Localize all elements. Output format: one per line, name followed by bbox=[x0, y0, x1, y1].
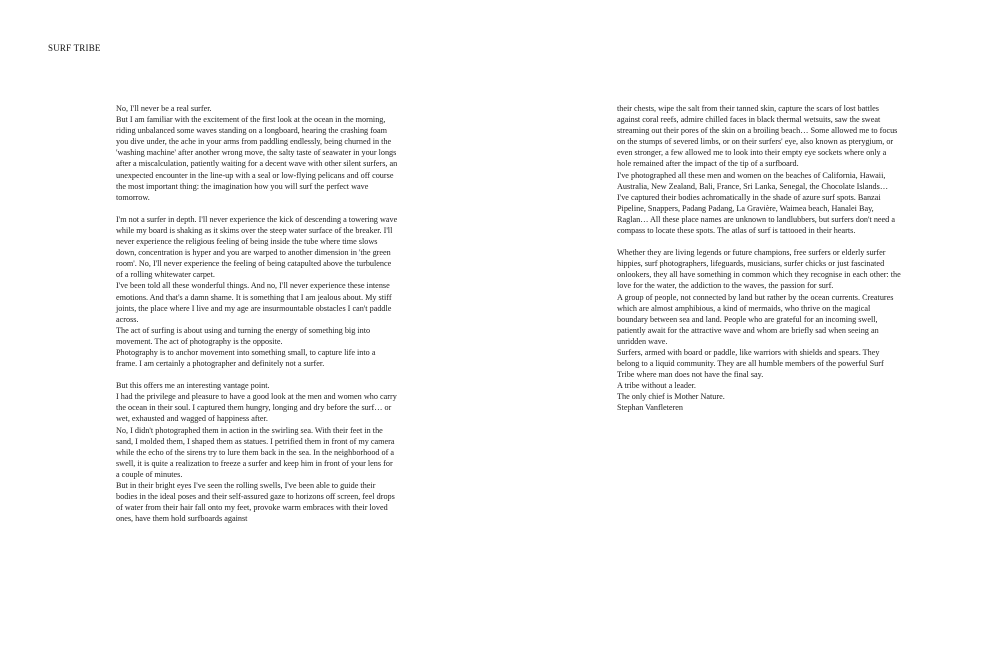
paragraph: Whether they are living legends or future champions, free surfers or elderly surfer hippies, surf photographers, lifeguards, musicians, surfer chicks or just fascinated onlookers, they all have something in common which they recognise in each other: the love for the water, the addiction to the waves, the passion for surf. A group of people, not connected by land but rather by the ocean currents. Creatures which are almost amphibious, a kind of mermaids, who thrive on the magical boundary between sea and land. People who are grateful for an incoming swell, patiently await for the attractive wave and whom are briefly sad when seeing an unridden wave. Surfers, armed with board or paddle, like warriors with shields and spears. They belong to a liquid community. They are all humble members of the powerful Surf Tribe where man does not have the final say. A tribe without a leader. The only chief is Mother Nature. bbox=[617, 248, 901, 402]
left-text-column bbox=[116, 103, 398, 524]
author-signature: Stephan Vanfleteren bbox=[617, 403, 684, 413]
paragraph: No, I'll never be a real surfer. But I am familiar with the excitement of the first look at the ocean in the morning, riding unbalanced some waves standing on a longboard, hearing the crashing foam you dive under, the ache in your arms from paddling endlessly, being churned in the 'washing machine' after another wrong move, the salty taste of seawater in your longs after a miscalculation, patiently waiting for a decent wave with other silent surfers, an unexpected encounter in the line-up with a seal or low-flying pelicans and off course the most important thing: the imagination how you will surf the perfect wave tomorrow. bbox=[116, 104, 398, 202]
paragraph: their chests, wipe the salt from their tanned skin, capture the scars of lost battles against coral reefs, admire chilled faces in black thermal wetsuits, saw the sweat streaming out their pores of the skin on a broiling beach… Some allowed me to focus on the stumps of severed limbs, or on their surfers' eye, also known as pterygium, or even stronger, a few allowed me to look into their empty eye sockets where only a hole remained after the impact of the tip of a surfboard. I've photographed all these men and women on the beaches of California, Hawaii, Australia, New Zealand, Bali, France, Sri Lanka, Senegal, the Chocolate Islands… I've captured their bodies achromatically in the shade of azure surf spots. Banzai Pipeline, Snappers, Padang Padang, La Gravière, Waimea beach, Hanalei Bay, Raglan… All these place names are unknown to landlubbers, but surfers don't need a compass to locate these spots. The atlas of surf is tattooed in their hearts. bbox=[617, 104, 898, 236]
paragraph: But this offers me an interesting vantage point. I had the privilege and pleasure to have a good look at the men and women who carry the ocean in their soul. I captured them hungry, longing and dry before the surf… or wet, exhausted and wagged of happiness after. No, I didn't photographed them in action in the swirling sea. With their feet in the sand, I molded them, I shaped them as statues. I petrified them in front of my camera while the echo of the sirens try to lure them back in the sea. In the neighborhood of a swell, it is quite a realization to freeze a surfer and keep him in front of your lens for a couple of minutes. But in their bright eyes I've seen the rolling swells, I've been able to guide their bodies in the ideal poses and their self-assured gaze to horizons off screen, feel drops of water from their hair fall onto my feet, provoke warm embraces with their loved ones, have them hold surfboards against bbox=[116, 381, 397, 524]
paragraph: I'm not a surfer in depth. I'll never experience the kick of descending a towering wave while my board is shaking as it skims over the steep water surface of the breaker. I'll never experience the religious feeling of being inside the tube where time slows down, concentration is hyper and you are warped to another dimension in 'the green room'. No, I'll never experience the feeling of being catapulted above the turbulence of a rolling whitewater carpet. I've been told all these wonderful things. And no, I'll never experience these intense emotions. And that's a damn shame. It is something that I am jealous about. My stiff joints, the place where I live and my age are insurmountable obstacles I can't paddle across. The act of surfing is about using and turning the energy of something big into movement. The act of photography is the opposite. Photography is to anchor movement into something small, to capture life into a frame. I am certainly a photographer and definitely not a surfer. bbox=[116, 214, 398, 369]
right-text-column bbox=[617, 103, 901, 414]
running-head: SURF TRIBE bbox=[48, 43, 101, 53]
